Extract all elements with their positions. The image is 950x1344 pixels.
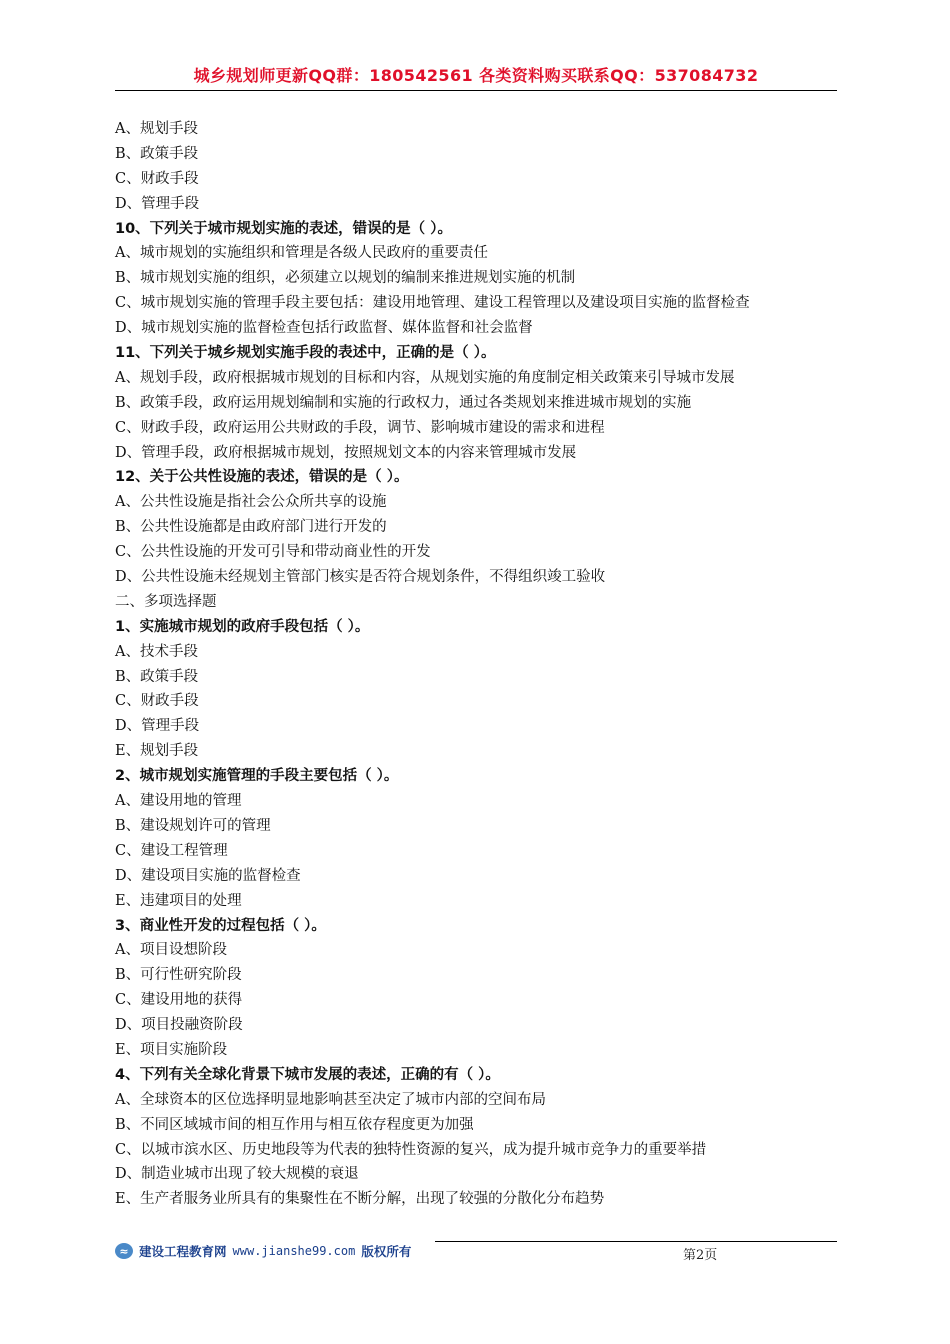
option-line: D、城市规划实施的监督检查包括行政监督、媒体监督和社会监督: [115, 320, 533, 337]
option-line: D、建设项目实施的监督检查: [115, 867, 301, 884]
site-logo-icon: ≈: [115, 1243, 133, 1259]
footer-site-name: 建设工程教育网: [139, 1244, 227, 1259]
option-line: B、政策手段: [115, 668, 199, 685]
question-line: 2、城市规划实施管理的手段主要包括（ ）。: [115, 768, 399, 785]
option-line: 二、多项选择题: [115, 593, 217, 610]
option-line: E、违建项目的处理: [115, 892, 242, 909]
footer-url: www.jianshe99.com: [232, 1244, 356, 1258]
option-line: A、规划手段，政府根据城市规划的目标和内容，从规划实施的角度制定相关政策来引导城市发展: [115, 369, 735, 386]
option-line: B、不同区域城市间的相互作用与相互依存程度更为加强: [115, 1116, 474, 1133]
option-line: A、公共性设施是指社会公众所共享的设施: [115, 494, 387, 511]
question-line: 4、下列有关全球化背景下城市发展的表述，正确的有（ ）。: [115, 1066, 500, 1083]
header-title: 城乡规划师更新QQ群：180542561 各类资料购买联系QQ：537084732: [193, 66, 759, 85]
page-footer: [115, 1234, 837, 1266]
option-line: D、管理手段: [115, 718, 200, 735]
option-line: E、项目实施阶段: [115, 1041, 228, 1058]
option-line: B、政策手段: [115, 145, 199, 162]
question-line: 11、下列关于城乡规划实施手段的表述中，正确的是（ ）。: [115, 345, 496, 362]
option-line: A、建设用地的管理: [115, 793, 242, 810]
page-header: [115, 64, 837, 91]
option-line: B、可行性研究阶段: [115, 967, 242, 984]
option-line: A、规划手段: [115, 121, 198, 137]
option-line: D、公共性设施未经规划主管部门核实是否符合规划条件，不得组织竣工验收: [115, 569, 606, 586]
option-line: C、建设工程管理: [115, 842, 228, 859]
document-body: [115, 117, 850, 1212]
question-line: 1、实施城市规划的政府手段包括（ ）。: [115, 618, 370, 635]
option-line: E、规划手段: [115, 743, 199, 760]
option-line: D、制造业城市出现了较大规模的衰退: [115, 1166, 359, 1183]
option-line: B、建设规划许可的管理: [115, 817, 271, 834]
option-line: D、管理手段，政府根据城市规划，按照规划文本的内容来管理城市发展: [115, 444, 577, 461]
option-line: A、城市规划的实施组织和管理是各级人民政府的重要责任: [115, 245, 488, 262]
option-line: A、全球资本的区位选择明显地影响甚至决定了城市内部的空间布局: [115, 1091, 546, 1108]
option-line: A、项目设想阶段: [115, 942, 227, 959]
option-line: C、建设用地的获得: [115, 992, 243, 1009]
option-line: B、政策手段，政府运用规划编制和实施的行政权力，通过各类规划来推进城市规划的实施: [115, 394, 692, 411]
option-line: B、公共性设施都是由政府部门进行开发的: [115, 519, 387, 536]
question-line: 3、商业性开发的过程包括（ ）。: [115, 917, 326, 934]
option-line: C、财政手段: [115, 693, 199, 710]
option-line: C、财政手段: [115, 170, 199, 187]
option-line: B、城市规划实施的组织，必须建立以规划的编制来推进规划实施的机制: [115, 270, 576, 287]
option-line: C、公共性设施的开发可引导和带动商业性的开发: [115, 544, 431, 561]
page-number: 第2页: [683, 1248, 718, 1263]
option-line: C、财政手段，政府运用公共财政的手段，调节、影响城市建设的需求和进程: [115, 419, 605, 436]
footer-brand: [115, 1242, 411, 1260]
question-line: 10、下列关于城市规划实施的表述，错误的是（ ）。: [115, 220, 452, 237]
option-line: C、城市规划实施的管理手段主要包括：建设用地管理、建设工程管理以及建设项目实施的监督检查: [115, 295, 750, 312]
option-line: E、生产者服务业所具有的集聚性在不断分解，出现了较强的分散化分布趋势: [115, 1191, 605, 1208]
option-line: A、技术手段: [115, 643, 198, 660]
option-line: C、以城市滨水区、历史地段等为代表的独特性资源的复兴，成为提升城市竞争力的重要举措: [115, 1141, 707, 1158]
footer-copyright: 版权所有: [361, 1244, 412, 1259]
option-line: D、项目投融资阶段: [115, 1017, 243, 1034]
footer-divider: [435, 1241, 837, 1242]
option-line: D、管理手段: [115, 195, 200, 212]
question-line: 12、关于公共性设施的表述，错误的是（ ）。: [115, 469, 409, 486]
